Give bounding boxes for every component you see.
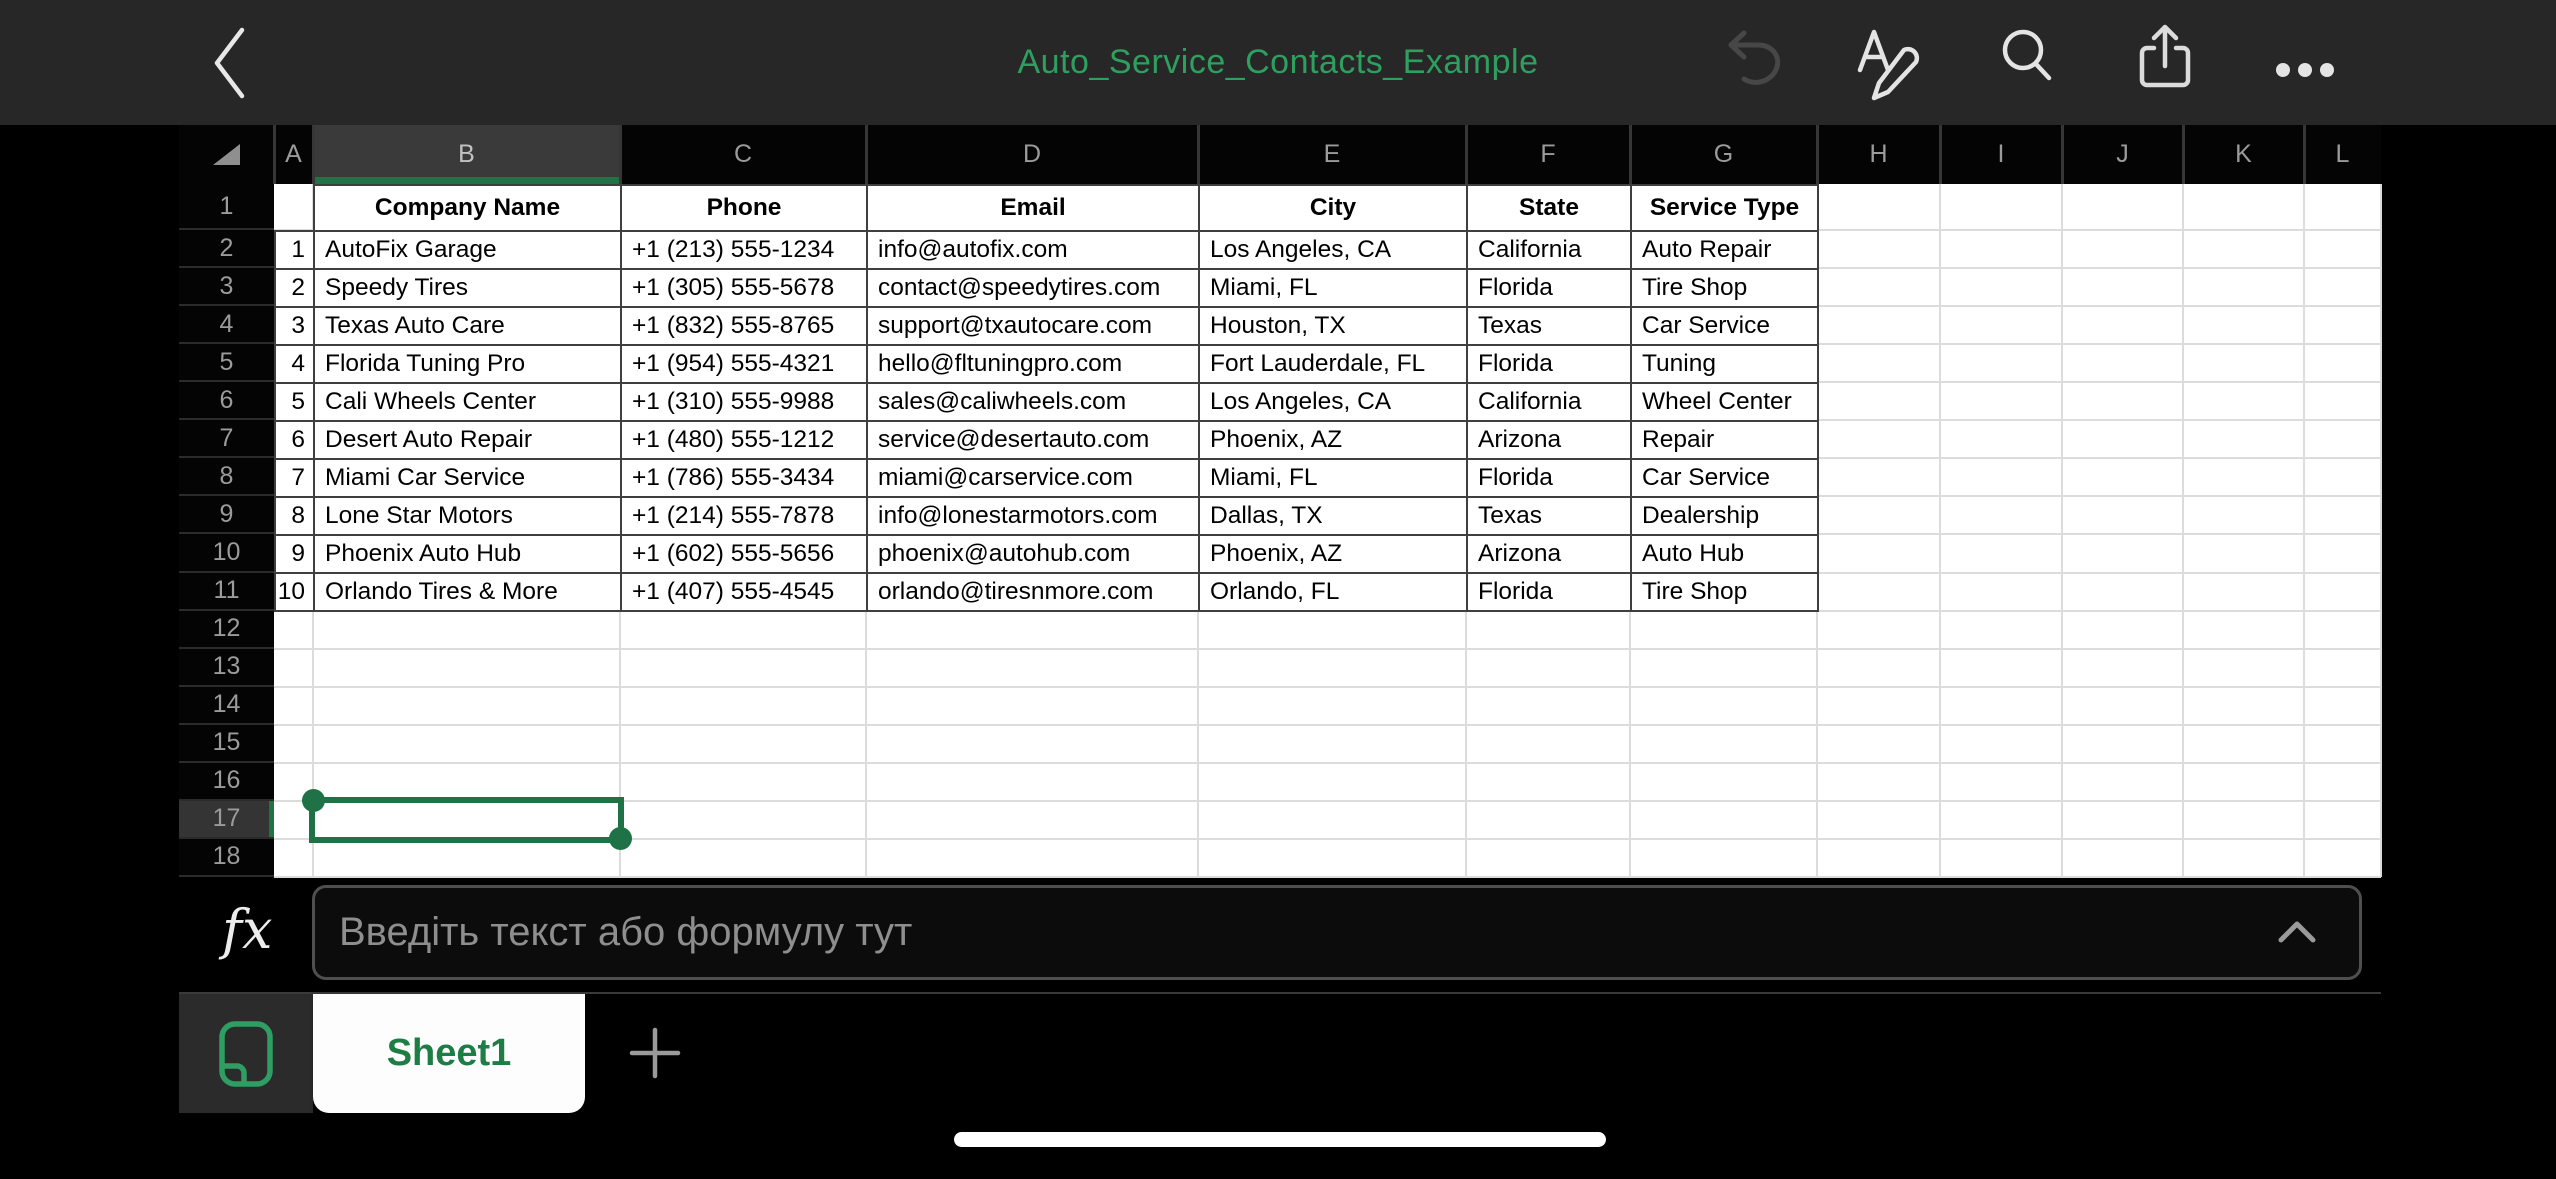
- cell-D8[interactable]: miami@carservice.com: [867, 459, 1199, 497]
- sheet-grid[interactable]: [274, 184, 2381, 877]
- cell-E7[interactable]: Phoenix, AZ: [1199, 421, 1467, 459]
- cell-D10[interactable]: phoenix@autohub.com: [867, 535, 1199, 573]
- select-all-triangle: [213, 144, 240, 165]
- cell-F6[interactable]: California: [1467, 383, 1631, 421]
- cell-C6[interactable]: +1 (310) 555-9988: [621, 383, 867, 421]
- row-header-5[interactable]: [179, 344, 274, 382]
- row-header-12[interactable]: [179, 611, 274, 649]
- cell-D3[interactable]: contact@speedytires.com: [867, 269, 1199, 307]
- column-letter: L: [2335, 140, 2350, 168]
- header-separator: [2061, 125, 2064, 184]
- row-number: 6: [219, 385, 234, 414]
- gridline-vertical: [1939, 184, 1941, 877]
- column-letter: H: [1869, 140, 1888, 168]
- cell-E1[interactable]: City: [1199, 185, 1467, 231]
- document-title: Auto_Service_Contacts_Example: [1017, 43, 1539, 81]
- row-number: 15: [212, 728, 241, 757]
- gridline-horizontal: [274, 686, 2381, 688]
- cell-B4[interactable]: Texas Auto Care: [314, 307, 621, 345]
- cell-C11[interactable]: +1 (407) 555-4545: [621, 573, 867, 611]
- share-button[interactable]: [2130, 18, 2208, 108]
- cell-F1[interactable]: State: [1467, 185, 1631, 231]
- select-all-button[interactable]: [179, 125, 274, 184]
- row-header-2[interactable]: [179, 230, 274, 268]
- formula-expand-button[interactable]: [2277, 920, 2317, 944]
- row-header-6[interactable]: [179, 382, 274, 420]
- header-separator: [865, 125, 868, 184]
- selection-border: [309, 797, 624, 843]
- header-separator: [312, 125, 315, 184]
- row-number: 17: [212, 804, 241, 833]
- cell-B5[interactable]: Florida Tuning Pro: [314, 345, 621, 383]
- cell-C1[interactable]: Phone: [621, 185, 867, 231]
- header-separator: [2182, 125, 2185, 184]
- column-header-J[interactable]: [2062, 125, 2183, 184]
- cell-E4[interactable]: Houston, TX: [1199, 307, 1467, 345]
- cell-E6[interactable]: Los Angeles, CA: [1199, 383, 1467, 421]
- data-table: [274, 184, 1819, 612]
- column-headers: [179, 125, 2381, 184]
- cell-G11[interactable]: Tire Shop: [1631, 573, 1818, 611]
- fx-label: fx: [222, 898, 273, 961]
- cell-G7[interactable]: Repair: [1631, 421, 1818, 459]
- column-letter: C: [733, 140, 753, 168]
- top-bar: [0, 0, 2556, 125]
- cell-F9[interactable]: Texas: [1467, 497, 1631, 535]
- cell-C9[interactable]: +1 (214) 555-7878: [621, 497, 867, 535]
- cell-D1[interactable]: Email: [867, 185, 1199, 231]
- selection-handle-bottom-right[interactable]: [609, 827, 632, 850]
- cell-A10[interactable]: 9: [275, 535, 314, 573]
- cell-F2[interactable]: California: [1467, 231, 1631, 269]
- cell-G1[interactable]: Service Type: [1631, 185, 1818, 231]
- cell-E10[interactable]: Phoenix, AZ: [1199, 535, 1467, 573]
- row-number: 5: [219, 347, 234, 376]
- header-separator: [2303, 125, 2306, 184]
- cell-C7[interactable]: +1 (480) 555-1212: [621, 421, 867, 459]
- cell-D5[interactable]: hello@fltuningpro.com: [867, 345, 1199, 383]
- row-number: 9: [219, 499, 234, 528]
- column-letter: D: [1022, 140, 1042, 168]
- cell-E3[interactable]: Miami, FL: [1199, 269, 1467, 307]
- cell-E5[interactable]: Fort Lauderdale, FL: [1199, 345, 1467, 383]
- cell-G10[interactable]: Auto Hub: [1631, 535, 1818, 573]
- cell-A3[interactable]: 2: [275, 269, 314, 307]
- format-pen-icon: [1848, 18, 1926, 108]
- share-icon: [2130, 18, 2208, 108]
- cell-G5[interactable]: Tuning: [1631, 345, 1818, 383]
- cell-D6[interactable]: sales@caliwheels.com: [867, 383, 1199, 421]
- header-separator: [1465, 125, 1468, 184]
- cell-F8[interactable]: Florida: [1467, 459, 1631, 497]
- cell-B3[interactable]: Speedy Tires: [314, 269, 621, 307]
- cell-E2[interactable]: Los Angeles, CA: [1199, 231, 1467, 269]
- cell-B6[interactable]: Cali Wheels Center: [314, 383, 621, 421]
- column-header-L[interactable]: [2304, 125, 2381, 184]
- column-header-C[interactable]: [620, 125, 866, 184]
- cell-A8[interactable]: 7: [275, 459, 314, 497]
- cell-F7[interactable]: Arizona: [1467, 421, 1631, 459]
- plus-icon: [628, 1026, 682, 1080]
- cell-E11[interactable]: Orlando, FL: [1199, 573, 1467, 611]
- row-number: 1: [219, 191, 234, 220]
- row-number: 2: [219, 233, 234, 262]
- chevron-up-icon: [2277, 920, 2317, 944]
- cell-F4[interactable]: Texas: [1467, 307, 1631, 345]
- more-ellipsis-icon: [2266, 18, 2344, 108]
- header-separator: [1629, 125, 1632, 184]
- row-header-9[interactable]: [179, 496, 274, 534]
- search-button[interactable]: [1990, 18, 2068, 108]
- undo-button[interactable]: [1716, 18, 1794, 108]
- cell-G2[interactable]: Auto Repair: [1631, 231, 1818, 269]
- row-header-1[interactable]: [179, 184, 274, 230]
- column-letter: K: [2235, 140, 2252, 168]
- row-header-10[interactable]: [179, 534, 274, 572]
- column-letter: F: [1540, 140, 1556, 168]
- row-header-3[interactable]: [179, 268, 274, 306]
- cell-F11[interactable]: Florida: [1467, 573, 1631, 611]
- gridline-horizontal: [274, 724, 2381, 726]
- cell-A1[interactable]: [275, 185, 314, 231]
- cell-C2[interactable]: +1 (213) 555-1234: [621, 231, 867, 269]
- selected-column-accent: [313, 177, 620, 184]
- cell-A5[interactable]: 4: [275, 345, 314, 383]
- cell-D7[interactable]: service@desertauto.com: [867, 421, 1199, 459]
- row-number: 13: [212, 652, 241, 681]
- cell-C4[interactable]: +1 (832) 555-8765: [621, 307, 867, 345]
- undo-icon: [1716, 18, 1794, 108]
- sheets-navigator-icon: [218, 1020, 274, 1088]
- tab-sheet1[interactable]: [313, 994, 585, 1113]
- cell-F10[interactable]: Arizona: [1467, 535, 1631, 573]
- column-header-E[interactable]: [1198, 125, 1466, 184]
- cell-G3[interactable]: Tire Shop: [1631, 269, 1818, 307]
- column-header-D[interactable]: [866, 125, 1198, 184]
- row-number: 18: [212, 842, 241, 871]
- gridline-horizontal: [274, 876, 2381, 878]
- cell-B8[interactable]: Miami Car Service: [314, 459, 621, 497]
- cell-E8[interactable]: Miami, FL: [1199, 459, 1467, 497]
- cell-G6[interactable]: Wheel Center: [1631, 383, 1818, 421]
- row-header-8[interactable]: [179, 458, 274, 496]
- cell-A4[interactable]: 3: [275, 307, 314, 345]
- header-separator: [273, 125, 276, 184]
- row-number: 8: [219, 461, 234, 490]
- cell-B10[interactable]: Phoenix Auto Hub: [314, 535, 621, 573]
- column-letter: A: [285, 140, 302, 168]
- header-separator: [1816, 125, 1819, 184]
- cell-C8[interactable]: +1 (786) 555-3434: [621, 459, 867, 497]
- column-header-F[interactable]: [1466, 125, 1630, 184]
- cell-A7[interactable]: 6: [275, 421, 314, 459]
- row-number: 7: [219, 423, 234, 452]
- header-separator: [1197, 125, 1200, 184]
- row-number: 14: [212, 690, 241, 719]
- row-header-13[interactable]: [179, 649, 274, 687]
- cell-G9[interactable]: Dealership: [1631, 497, 1818, 535]
- row-number: 10: [212, 537, 241, 566]
- row-header-16[interactable]: [179, 763, 274, 801]
- row-number: 16: [212, 766, 241, 795]
- cell-G8[interactable]: Car Service: [1631, 459, 1818, 497]
- row-number: 4: [219, 309, 234, 338]
- column-header-K[interactable]: [2183, 125, 2304, 184]
- sheet-tab-strip: [0, 994, 2556, 1113]
- cell-A2[interactable]: 1: [275, 231, 314, 269]
- cell-B1[interactable]: Company Name: [314, 185, 621, 231]
- cell-G4[interactable]: Car Service: [1631, 307, 1818, 345]
- gridline-vertical: [2380, 184, 2382, 877]
- search-icon: [1990, 18, 2068, 108]
- row-number: 11: [213, 576, 240, 605]
- cell-B9[interactable]: Lone Star Motors: [314, 497, 621, 535]
- row-header-15[interactable]: [179, 725, 274, 763]
- row-number: 3: [219, 271, 234, 300]
- cell-D11[interactable]: orlando@tiresnmore.com: [867, 573, 1199, 611]
- add-sheet-button[interactable]: [628, 1026, 682, 1080]
- column-header-H[interactable]: [1817, 125, 1940, 184]
- column-letter: G: [1713, 140, 1734, 168]
- row-number: 12: [212, 614, 241, 643]
- cell-B11[interactable]: Orlando Tires & More: [314, 573, 621, 611]
- cell-B2[interactable]: AutoFix Garage: [314, 231, 621, 269]
- column-header-I[interactable]: [1940, 125, 2062, 184]
- selection-handle-top-left[interactable]: [302, 789, 325, 812]
- cell-C5[interactable]: +1 (954) 555-4321: [621, 345, 867, 383]
- row-headers: [179, 184, 274, 877]
- tab-sheet1-label: Sheet1: [386, 1032, 512, 1074]
- cell-E9[interactable]: Dallas, TX: [1199, 497, 1467, 535]
- gridline-vertical: [2061, 184, 2063, 877]
- more-button[interactable]: [2266, 18, 2344, 108]
- cell-B7[interactable]: Desert Auto Repair: [314, 421, 621, 459]
- column-letter: E: [1323, 140, 1341, 168]
- formula-input[interactable]: [312, 885, 2362, 980]
- cell-C10[interactable]: +1 (602) 555-5656: [621, 535, 867, 573]
- cell-F3[interactable]: Florida: [1467, 269, 1631, 307]
- gridline-horizontal: [274, 762, 2381, 764]
- row-header-4[interactable]: [179, 306, 274, 344]
- row-header-7[interactable]: [179, 420, 274, 458]
- row-header-11[interactable]: [179, 573, 274, 611]
- cell-F5[interactable]: Florida: [1467, 345, 1631, 383]
- column-letter: I: [1997, 140, 2005, 168]
- home-indicator: [954, 1132, 1606, 1147]
- row-header-18[interactable]: [179, 839, 274, 877]
- cell-C3[interactable]: +1 (305) 555-5678: [621, 269, 867, 307]
- column-header-G[interactable]: [1630, 125, 1817, 184]
- sheets-navigator-button[interactable]: [179, 994, 313, 1113]
- row-header-14[interactable]: [179, 687, 274, 725]
- gridline-vertical: [2303, 184, 2305, 877]
- cell-A11[interactable]: 10: [275, 573, 314, 611]
- header-separator: [1939, 125, 1942, 184]
- header-separator: [619, 125, 622, 184]
- cell-A6[interactable]: 5: [275, 383, 314, 421]
- cell-A9[interactable]: 8: [275, 497, 314, 535]
- column-letter: J: [2116, 140, 2129, 168]
- format-button[interactable]: [1848, 18, 1926, 108]
- gridline-vertical: [2182, 184, 2184, 877]
- formula-placeholder: Введіть текст або формулу тут: [339, 910, 913, 954]
- cell-D9[interactable]: info@lonestarmotors.com: [867, 497, 1199, 535]
- column-header-A[interactable]: [274, 125, 313, 184]
- row-header-17[interactable]: [179, 801, 274, 839]
- cell-D2[interactable]: info@autofix.com: [867, 231, 1199, 269]
- cell-D4[interactable]: support@txautocare.com: [867, 307, 1199, 345]
- column-header-B[interactable]: [313, 125, 620, 184]
- column-letter: B: [458, 140, 475, 168]
- gridline-horizontal: [274, 648, 2381, 650]
